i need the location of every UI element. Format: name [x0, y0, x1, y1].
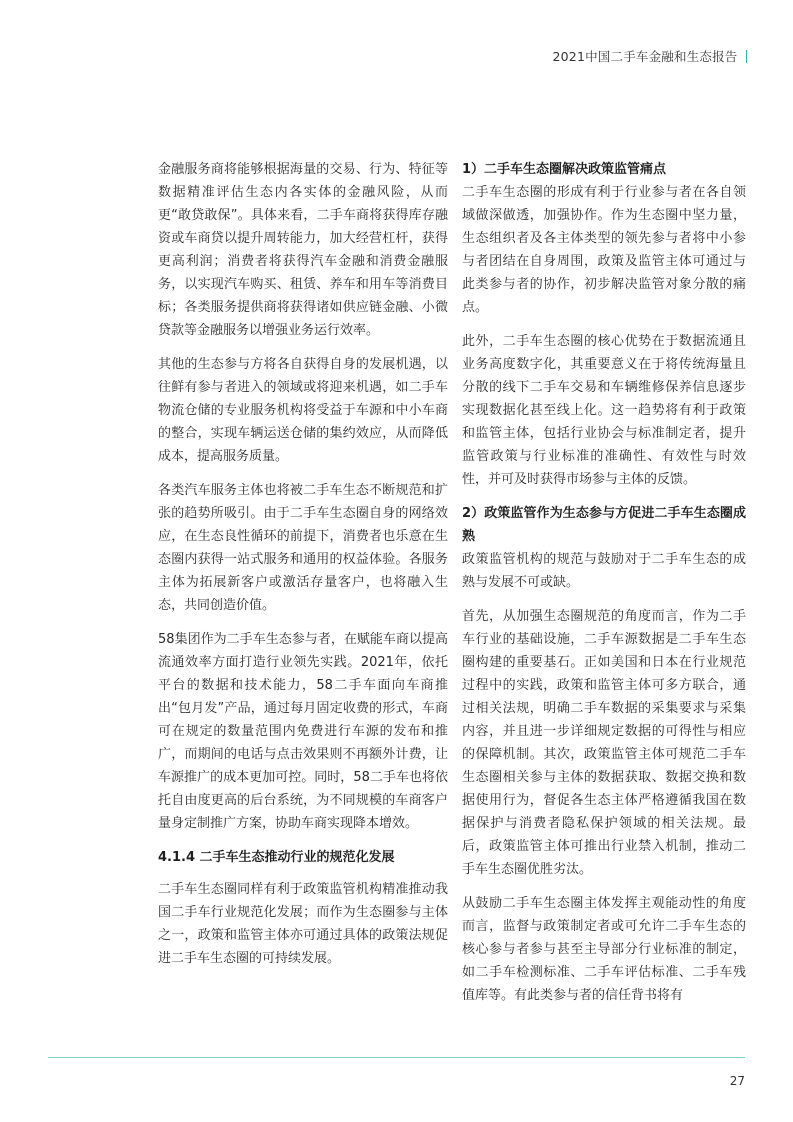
paragraph: 从鼓励二手车生态圈主体发挥主观能动性的角度而言，监督与政策制定者或可允许二手车生态的核心参与者参与甚至主导部分行业标准的制定，如二手车检测标准、二手车评估标准、二手车残值库等。有此类参与者的信任背书将有 [462, 896, 746, 1003]
page-number: 27 [729, 1074, 745, 1088]
paragraph: 此外，二手车生态圈的核心优势在于数据流通且业务高度数字化，其重要意义在于将传统海量且分散的线下二手车交易和车辆维修保养信息逐步实现数据化甚至线上化。这一趋势将有利于政策和监管主体，包括行业协会与标准制定者，提升监管政策与行业标准的准确性、有效性与时效性，并可及时获得市场参与主体的反馈。 [462, 334, 746, 487]
paragraph: 各类汽车服务主体也将被二手车生态不断规范和扩张的趋势所吸引。由于二手车生态圈自身的网络效应，在生态良性循环的前提下，消费者也乐意在生态圈内获得一站式服务和通用的权益体验。各服务主体为拓展新客户或激活存量客户，也将融入生态，共同创造价值。 [158, 483, 448, 613]
paragraph: 二手车生态圈同样有利于政策监管机构精准推动我国二手车行业规范化发展；而作为生态圈参与主体之一，政策和监管主体亦可通过具体的政策法规促进二手车生态圈的可持续发展。 [158, 882, 448, 966]
left-column [158, 158, 448, 981]
paragraph: 其他的生态参与方将各自获得自身的发展机遇，以往鲜有参与者进入的领域或将迎来机遇，如二手车物流仓储的专业服务机构将受益于车源和中小车商的整合，实现车辆运送仓储的集约效应，从而降低成本，提高服务质量。 [158, 357, 448, 464]
footer-divider [48, 1057, 745, 1058]
right-column [462, 158, 746, 1018]
report-title: 2021中国二手车金融和生态报告 [552, 49, 738, 64]
paragraph: 政策监管机构的规范与鼓励对于二手车生态的成熟与发展不可或缺。 [462, 552, 746, 590]
header-accent-bar [746, 50, 748, 63]
page-header [552, 47, 747, 65]
subsection-heading: 2）政策监管作为生态参与方促进二手车生态圈成熟 [462, 506, 746, 544]
paragraph: 二手车生态圈的形成有利于行业参与者在各自领域做深做透，加强协作。作为生态圈中坚力量，生态组织者及各主体类型的领先参与者将中小参与者团结在自身周围，政策及监管主体可通过与此类参与者的协作，初步解决监管对象分散的痛点。 [462, 185, 746, 315]
paragraph: 首先，从加强生态圈规范的角度而言，作为二手车行业的基础设施，二手车源数据是二手车生态圈构建的重要基石。正如美国和日本在行业规范过程中的实践，政策和监管主体可多方联合，通过相关法规，明确二手车数据的采集要求与采集内容，并且进一步详细规定数据的可得性与相应的保障机制。其次，政策监管主体可规范二手车生态圈相关参与主体的数据获取、数据交换和数据使用行为，督促各生态主体严格遵循我国在数据保护与消费者隐私保护领域的相关法规。最后，政策监管主体可推出行业禁入机制，推动二手车生态圈优胜劣汰。 [462, 609, 746, 877]
section-heading: 4.1.4 二手车生态推动行业的规范化发展 [158, 850, 395, 865]
paragraph: 58集团作为二手车生态参与者，在赋能车商以提高流通效率方面打造行业领先实践。2021年，依托平台的数据和技术能力，58二手车面向车商推出“包月发”产品，通过每月固定收费的形式，车商可在规定的数量范围内免费进行车源的发布和推广，而期间的电话与点击效果则不再额外计费，让车源推广的成本更加可控。同时，58二手车也将依托自由度更高的后台系统，为不同规模的车商客户量身定制推广方案，协助车商实现降本增效。 [158, 632, 448, 831]
subsection-heading: 1）二手车生态圈解决政策监管痛点 [462, 162, 667, 177]
paragraph: 金融服务商将能够根据海量的交易、行为、特征等数据精准评估生态内各实体的金融风险，从而更“敢贷敢保”。具体来看，二手车商将获得库存融资或车商贷以提升周转能力，加大经营杠杆，获得更高利润；消费者将获得汽车金融和消费金融服务，以实现汽车购买、租赁、养车和用车等消费目标；各类服务提供商将获得诸如供应链金融、小微贷款等金融服务以增强业务运行效率。 [158, 162, 448, 338]
